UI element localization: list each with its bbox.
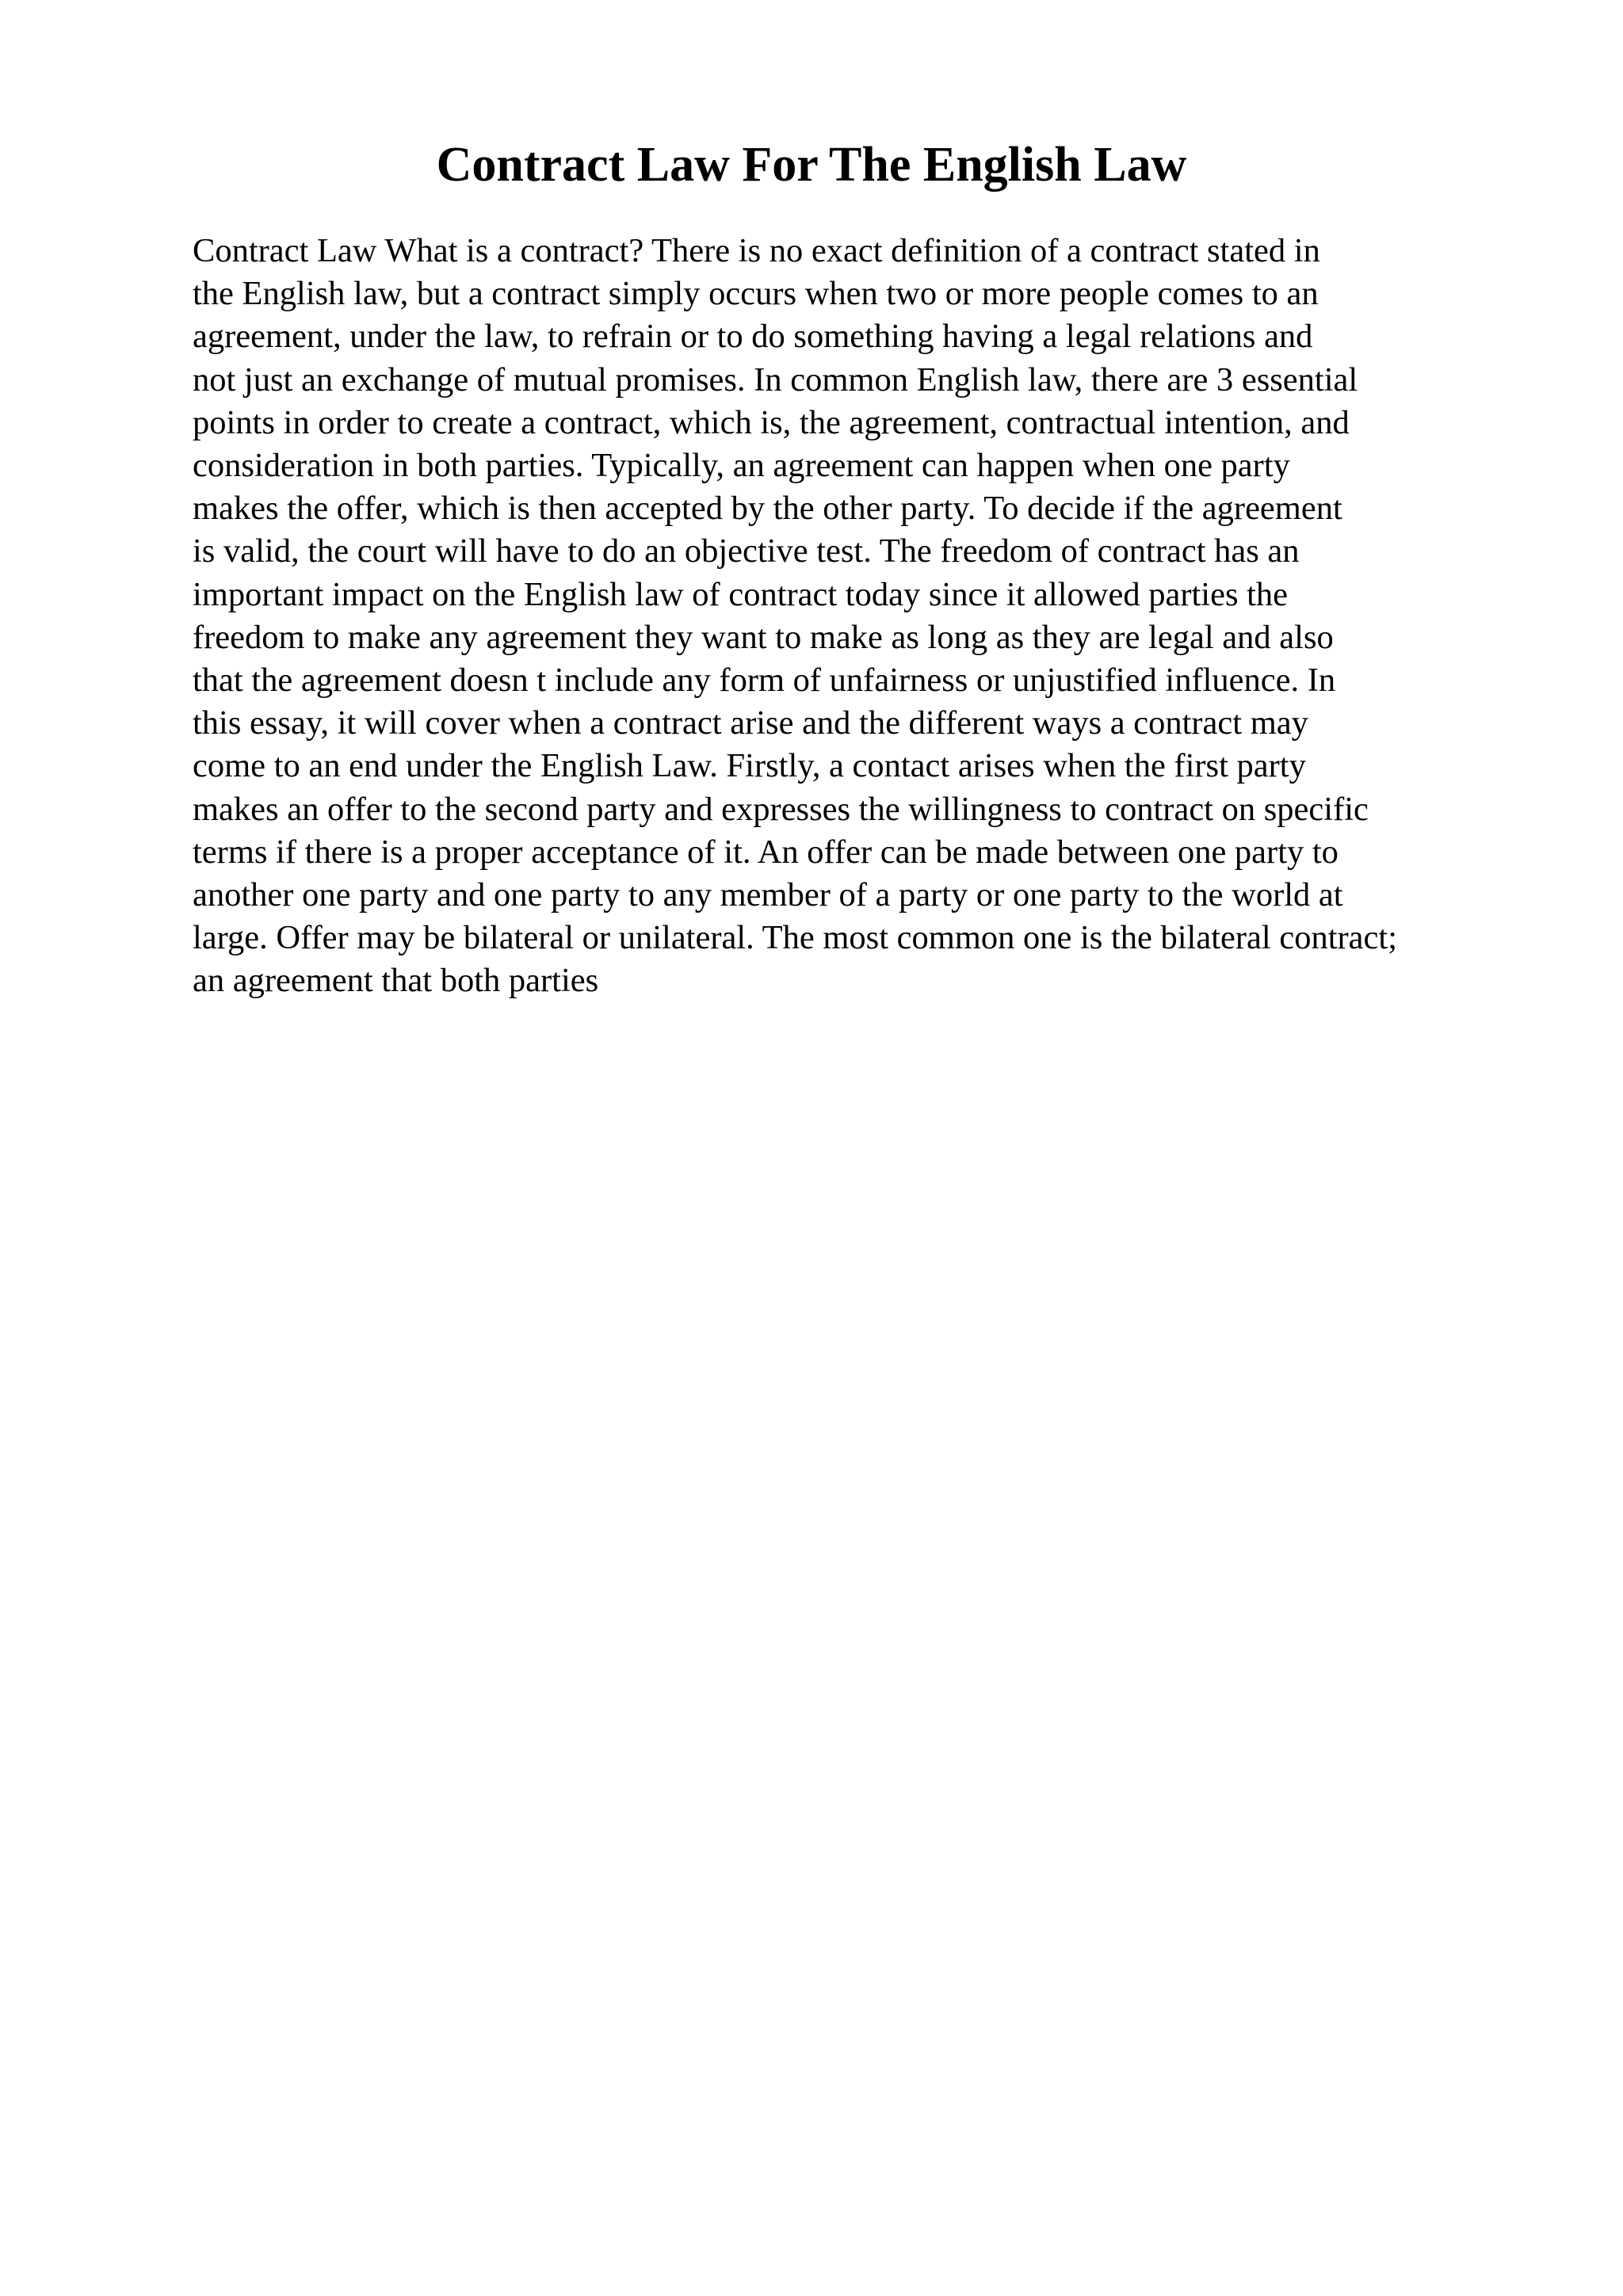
text-line: this essay, it will cover when a contract arise and the different ways a contract may bbox=[193, 704, 1308, 742]
text-line: that the agreement doesn t include any form of unfairness or unjustified influence. In bbox=[193, 662, 1336, 700]
text-line: important impact on the English law of contract today since it allowed parties the bbox=[193, 575, 1289, 613]
text-line: freedom to make any agreement they want to make as long as they are legal and also bbox=[193, 618, 1334, 656]
text-line: Contract Law What is a contract? There is no exact definition of a contract stated in bbox=[193, 232, 1320, 269]
text-line: consideration in both parties. Typically, an agreement can happen when one party bbox=[193, 447, 1290, 485]
text-line: is valid, the court will have to do an objective test. The freedom of contract has an bbox=[193, 532, 1300, 570]
text-line: large. Offer may be bilateral or unilateral. The most common one is the bilateral contract; bbox=[193, 919, 1398, 957]
text-line: agreement, under the law, to refrain or to do something having a legal relations and bbox=[193, 318, 1313, 356]
text-line: not just an exchange of mutual promises. In common English law, there are 3 essential bbox=[193, 360, 1358, 399]
text-line: another one party and one party to any member of a party or one party to the world at bbox=[193, 876, 1343, 914]
text-line: the English law, but a contract simply occurs when two or more people comes to an bbox=[193, 275, 1319, 313]
text-line: makes an offer to the second party and expresses the willingness to contract on specific bbox=[193, 790, 1369, 828]
text-line: points in order to create a contract, which is, the agreement, contractual intention, and bbox=[193, 403, 1350, 441]
document-title: Contract Law For The English Law bbox=[436, 138, 1187, 192]
text-line: terms if there is a proper acceptance of it. An offer can be made between one party to bbox=[193, 833, 1338, 871]
text-line: makes the offer, which is then accepted by the other party. To decide if the agreement bbox=[193, 490, 1342, 528]
body-paragraph bbox=[193, 230, 1619, 1003]
text-line: an agreement that both parties bbox=[193, 962, 599, 1000]
text-line: come to an end under the English Law. Firstly, a contact arises when the first party bbox=[193, 747, 1306, 785]
